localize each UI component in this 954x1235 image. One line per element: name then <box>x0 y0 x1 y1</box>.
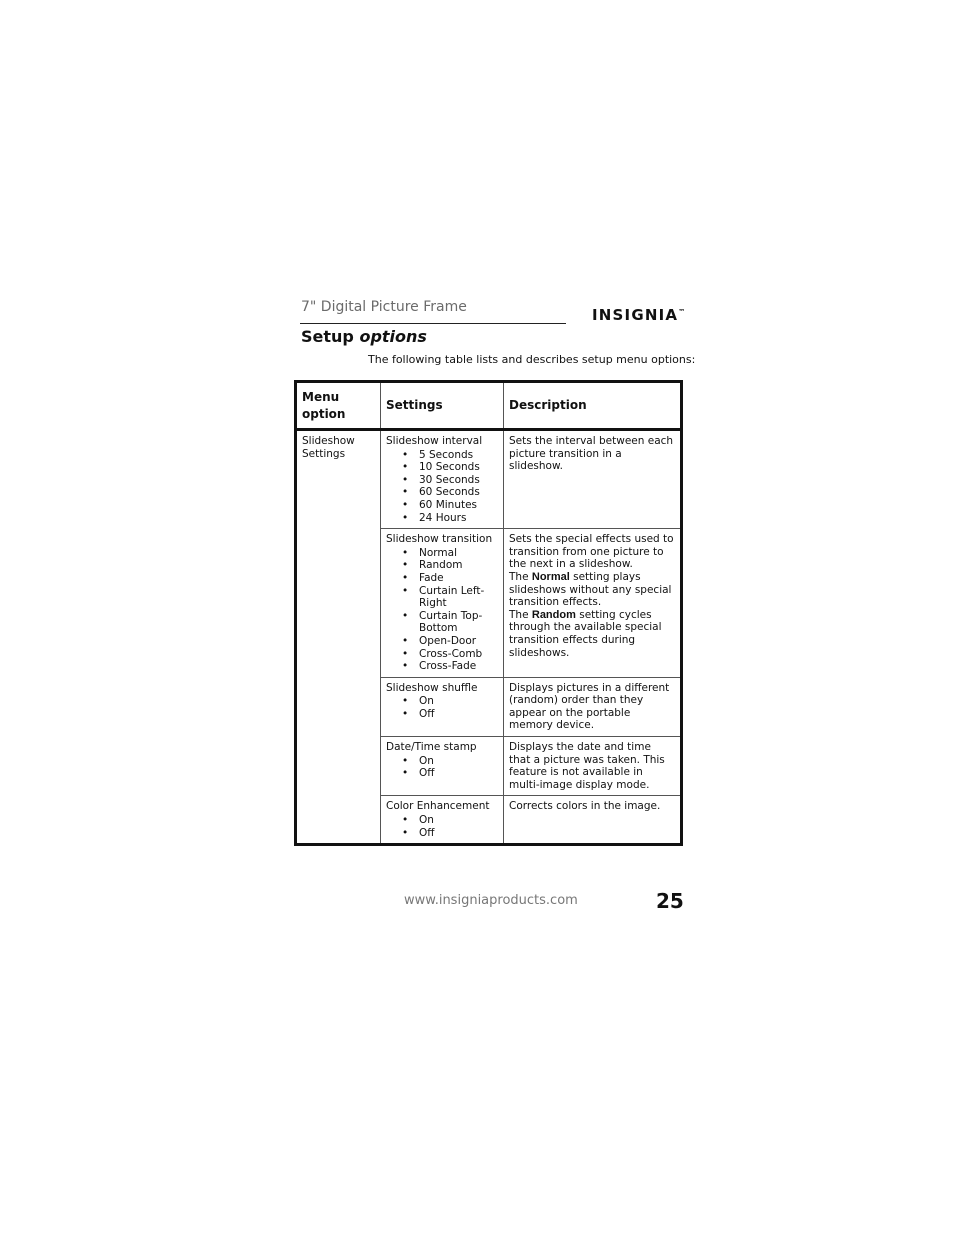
list-item: • 24 Hours <box>386 512 498 525</box>
setup-options-table <box>294 380 683 846</box>
list-item: • Curtain Left-Right <box>386 585 498 610</box>
list-item: • Cross-Comb <box>386 648 498 661</box>
table-header-row <box>296 382 682 430</box>
setting-name: Slideshow shuffle <box>386 681 478 694</box>
header-settings: Settings <box>381 382 504 430</box>
description-cell <box>504 677 682 736</box>
brand-name: INSIGNIA <box>592 306 679 324</box>
section-title <box>301 327 427 346</box>
description-cell <box>504 529 682 678</box>
list-item: • Curtain Top-Bottom <box>386 610 498 635</box>
setting-options-list <box>386 695 498 720</box>
list-item: • 5 Seconds <box>386 449 498 462</box>
settings-cell <box>381 796 504 845</box>
intro-text: The following table lists and describes setup menu options: <box>368 353 696 366</box>
list-item: • Cross-Fade <box>386 660 498 673</box>
header-divider <box>300 323 566 324</box>
setting-name: Color Enhancement <box>386 800 490 813</box>
page-number: 25 <box>656 889 684 913</box>
list-item: • Normal <box>386 547 498 560</box>
desc-text: The <box>509 608 529 621</box>
description-normal-note <box>509 571 675 609</box>
menu-option-cell: Slideshow Settings <box>296 430 381 845</box>
description-text: Displays the date and time that a picture was taken. This feature is not available in multi-image display mode. <box>509 741 665 791</box>
settings-cell <box>381 430 504 529</box>
settings-cell <box>381 737 504 796</box>
keyword-random: Random <box>531 608 576 621</box>
header-description: Description <box>504 382 682 430</box>
list-item: • 60 Minutes <box>386 499 498 512</box>
list-item: • Random <box>386 559 498 572</box>
insignia-logo <box>592 306 685 324</box>
description-random-note <box>509 609 675 659</box>
description-text: Displays pictures in a different (random) order than they appear on the portable memory device. <box>509 681 670 732</box>
table-row <box>296 430 682 529</box>
trademark-mark: ™ <box>678 308 686 316</box>
settings-cell <box>381 529 504 678</box>
description-cell <box>504 796 682 845</box>
document-title: 7" Digital Picture Frame <box>301 299 467 315</box>
list-item: • Open-Door <box>386 635 498 648</box>
list-item: • Off <box>386 827 498 840</box>
list-item: • On <box>386 755 498 768</box>
list-item: • 30 Seconds <box>386 474 498 487</box>
footer-url: www.insigniaproducts.com <box>404 893 578 908</box>
list-item: • Off <box>386 708 498 721</box>
setting-name: Slideshow interval <box>386 435 483 447</box>
setting-name: Slideshow transition <box>386 533 493 546</box>
setting-name: Date/Time stamp <box>386 741 477 754</box>
keyword-normal: Normal <box>531 570 570 583</box>
setting-options-list <box>386 755 498 780</box>
list-item: • On <box>386 814 498 827</box>
list-item: • Off <box>386 767 498 780</box>
list-item: • On <box>386 695 498 708</box>
list-item: • 60 Seconds <box>386 486 498 499</box>
setting-options-list <box>386 814 498 839</box>
desc-text: setting plays slideshows without any special transition effects. <box>509 570 672 609</box>
list-item: • 10 Seconds <box>386 461 498 474</box>
description-text: Sets the interval between each picture transition in a slideshow. <box>509 435 674 473</box>
settings-cell <box>381 677 504 736</box>
setting-options-list <box>386 449 498 525</box>
description-text: Corrects colors in the image. <box>509 800 661 813</box>
section-title-main: Setup <box>301 327 354 346</box>
setting-options-list <box>386 547 498 673</box>
list-item: • Fade <box>386 572 498 585</box>
description-text: Sets the special effects used to transition from one picture to the next in a slideshow. <box>509 533 674 571</box>
description-cell <box>504 737 682 796</box>
header-menu-option: Menu option <box>296 382 381 430</box>
desc-text: setting cycles through the available special transition effects during slideshows. <box>509 608 662 659</box>
section-title-italic: options <box>359 327 427 346</box>
desc-text: The <box>509 570 529 583</box>
description-cell <box>504 430 682 529</box>
